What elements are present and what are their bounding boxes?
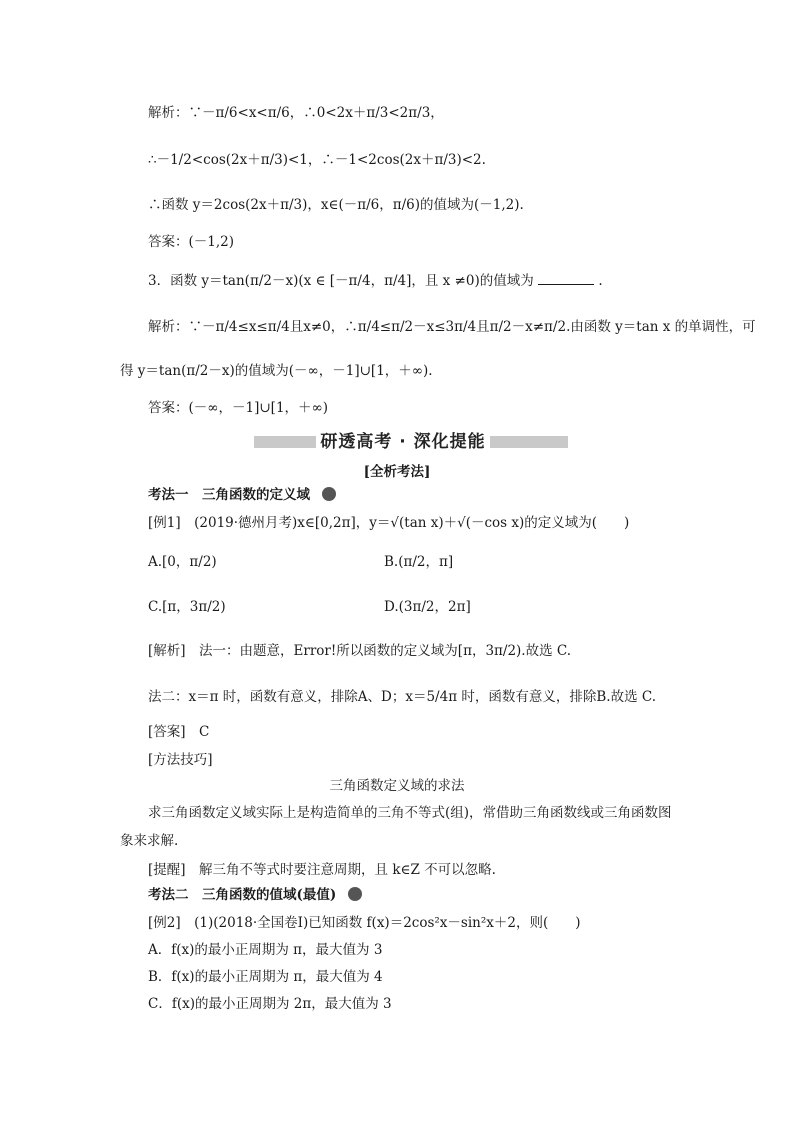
question3-analysis-line1: 解析：∵－π/4≤x≤π/4且x≠0，∴π/4≤π/2－x≤3π/4且π/2－x≠π/2.由函数 y＝tan x 的单调性，可 <box>148 319 756 335</box>
example1-option-a: A.[0，π/2) <box>148 554 217 570</box>
method2-title <box>148 885 362 905</box>
example1-question: [例1] (2019·德州月考)x∈[0,2π]，y＝√(tan x)＋√(－cos x)的定义域为( ) <box>148 515 630 531</box>
bullet-dot-icon <box>348 887 362 901</box>
question3-text: 3．函数 y＝tan(π/2－x)(x ∈ [－π/4，π/4]，且 x ≠0)的值域为 <box>148 273 534 289</box>
question3-end: . <box>598 273 603 289</box>
question3-answer: 答案：(－∞，－1]∪[1，＋∞) <box>148 400 329 416</box>
reminder: [提醒] 解三角不等式时要注意周期，且 k∈Z 不可以忽略. <box>148 862 496 878</box>
solution1-line1: 解析：∵－π/6<x<π/6，∴0<2x＋π/3<2π/3， <box>148 105 444 121</box>
method1-title-text: 考法一 三角函数的定义域 <box>148 487 310 503</box>
example1-option-c: C.[π，3π/2) <box>148 599 226 615</box>
example2-option-c: C．f(x)的最小正周期为 2π，最大值为 3 <box>148 996 392 1012</box>
question3 <box>148 270 603 291</box>
example2-option-a: A．f(x)的最小正周期为 π，最大值为 3 <box>148 942 383 958</box>
example2-option-b: B．f(x)的最小正周期为 π，最大值为 4 <box>148 969 383 985</box>
solution1-line3: ∴函数 y＝2cos(2x＋π/3)，x∈(－π/6，π/6)的值域为(－1,2). <box>148 197 524 213</box>
section-banner <box>254 431 568 453</box>
solution1-line2: ∴－1/2<cos(2x＋π/3)<1，∴－1<2cos(2x＋π/3)<2. <box>148 152 486 168</box>
example1-analysis-1: [解析] 法一：由题意，Error!所以函数的定义域为[π，3π/2).故选 C. <box>148 643 572 659</box>
bullet-dot-icon <box>322 487 336 501</box>
example1-answer: [答案] C <box>148 724 210 740</box>
example1-analysis-2: 法二：x＝π 时，函数有意义，排除A、D；x＝5/4π 时，函数有意义，排除B.故选 C. <box>148 689 656 705</box>
example1-option-b: B.(π/2，π] <box>384 554 454 570</box>
question3-analysis-line2: 得 y＝tan(π/2－x)的值域为(－∞，－1]∪[1，＋∞). <box>120 363 433 379</box>
tips-title: 三角函数定义域的求法 <box>329 778 465 794</box>
example1-option-d: D.(3π/2，2π] <box>384 599 471 615</box>
banner-title: 研透高考 · 深化提能 <box>320 432 486 452</box>
method1-title <box>148 485 336 505</box>
answer-blank <box>538 270 594 285</box>
method2-title-text: 考法二 三角函数的值域(最值) <box>148 887 337 903</box>
subheading: [全析考法] <box>363 464 431 480</box>
example2-question: [例2] (1)(2018·全国卷Ⅰ)已知函数 f(x)＝2cos²x－sin²x＋2，则( ) <box>148 915 581 931</box>
tips-body: 求三角函数定义域实际上是构造简单的三角不等式(组)，常借助三角函数线或三角函数图象来求解. <box>120 805 672 849</box>
solution1-answer: 答案：(－1,2) <box>148 234 235 250</box>
banner-right-bar <box>490 436 568 448</box>
tips-label: [方法技巧] <box>148 752 213 768</box>
banner-left-bar <box>254 436 316 448</box>
